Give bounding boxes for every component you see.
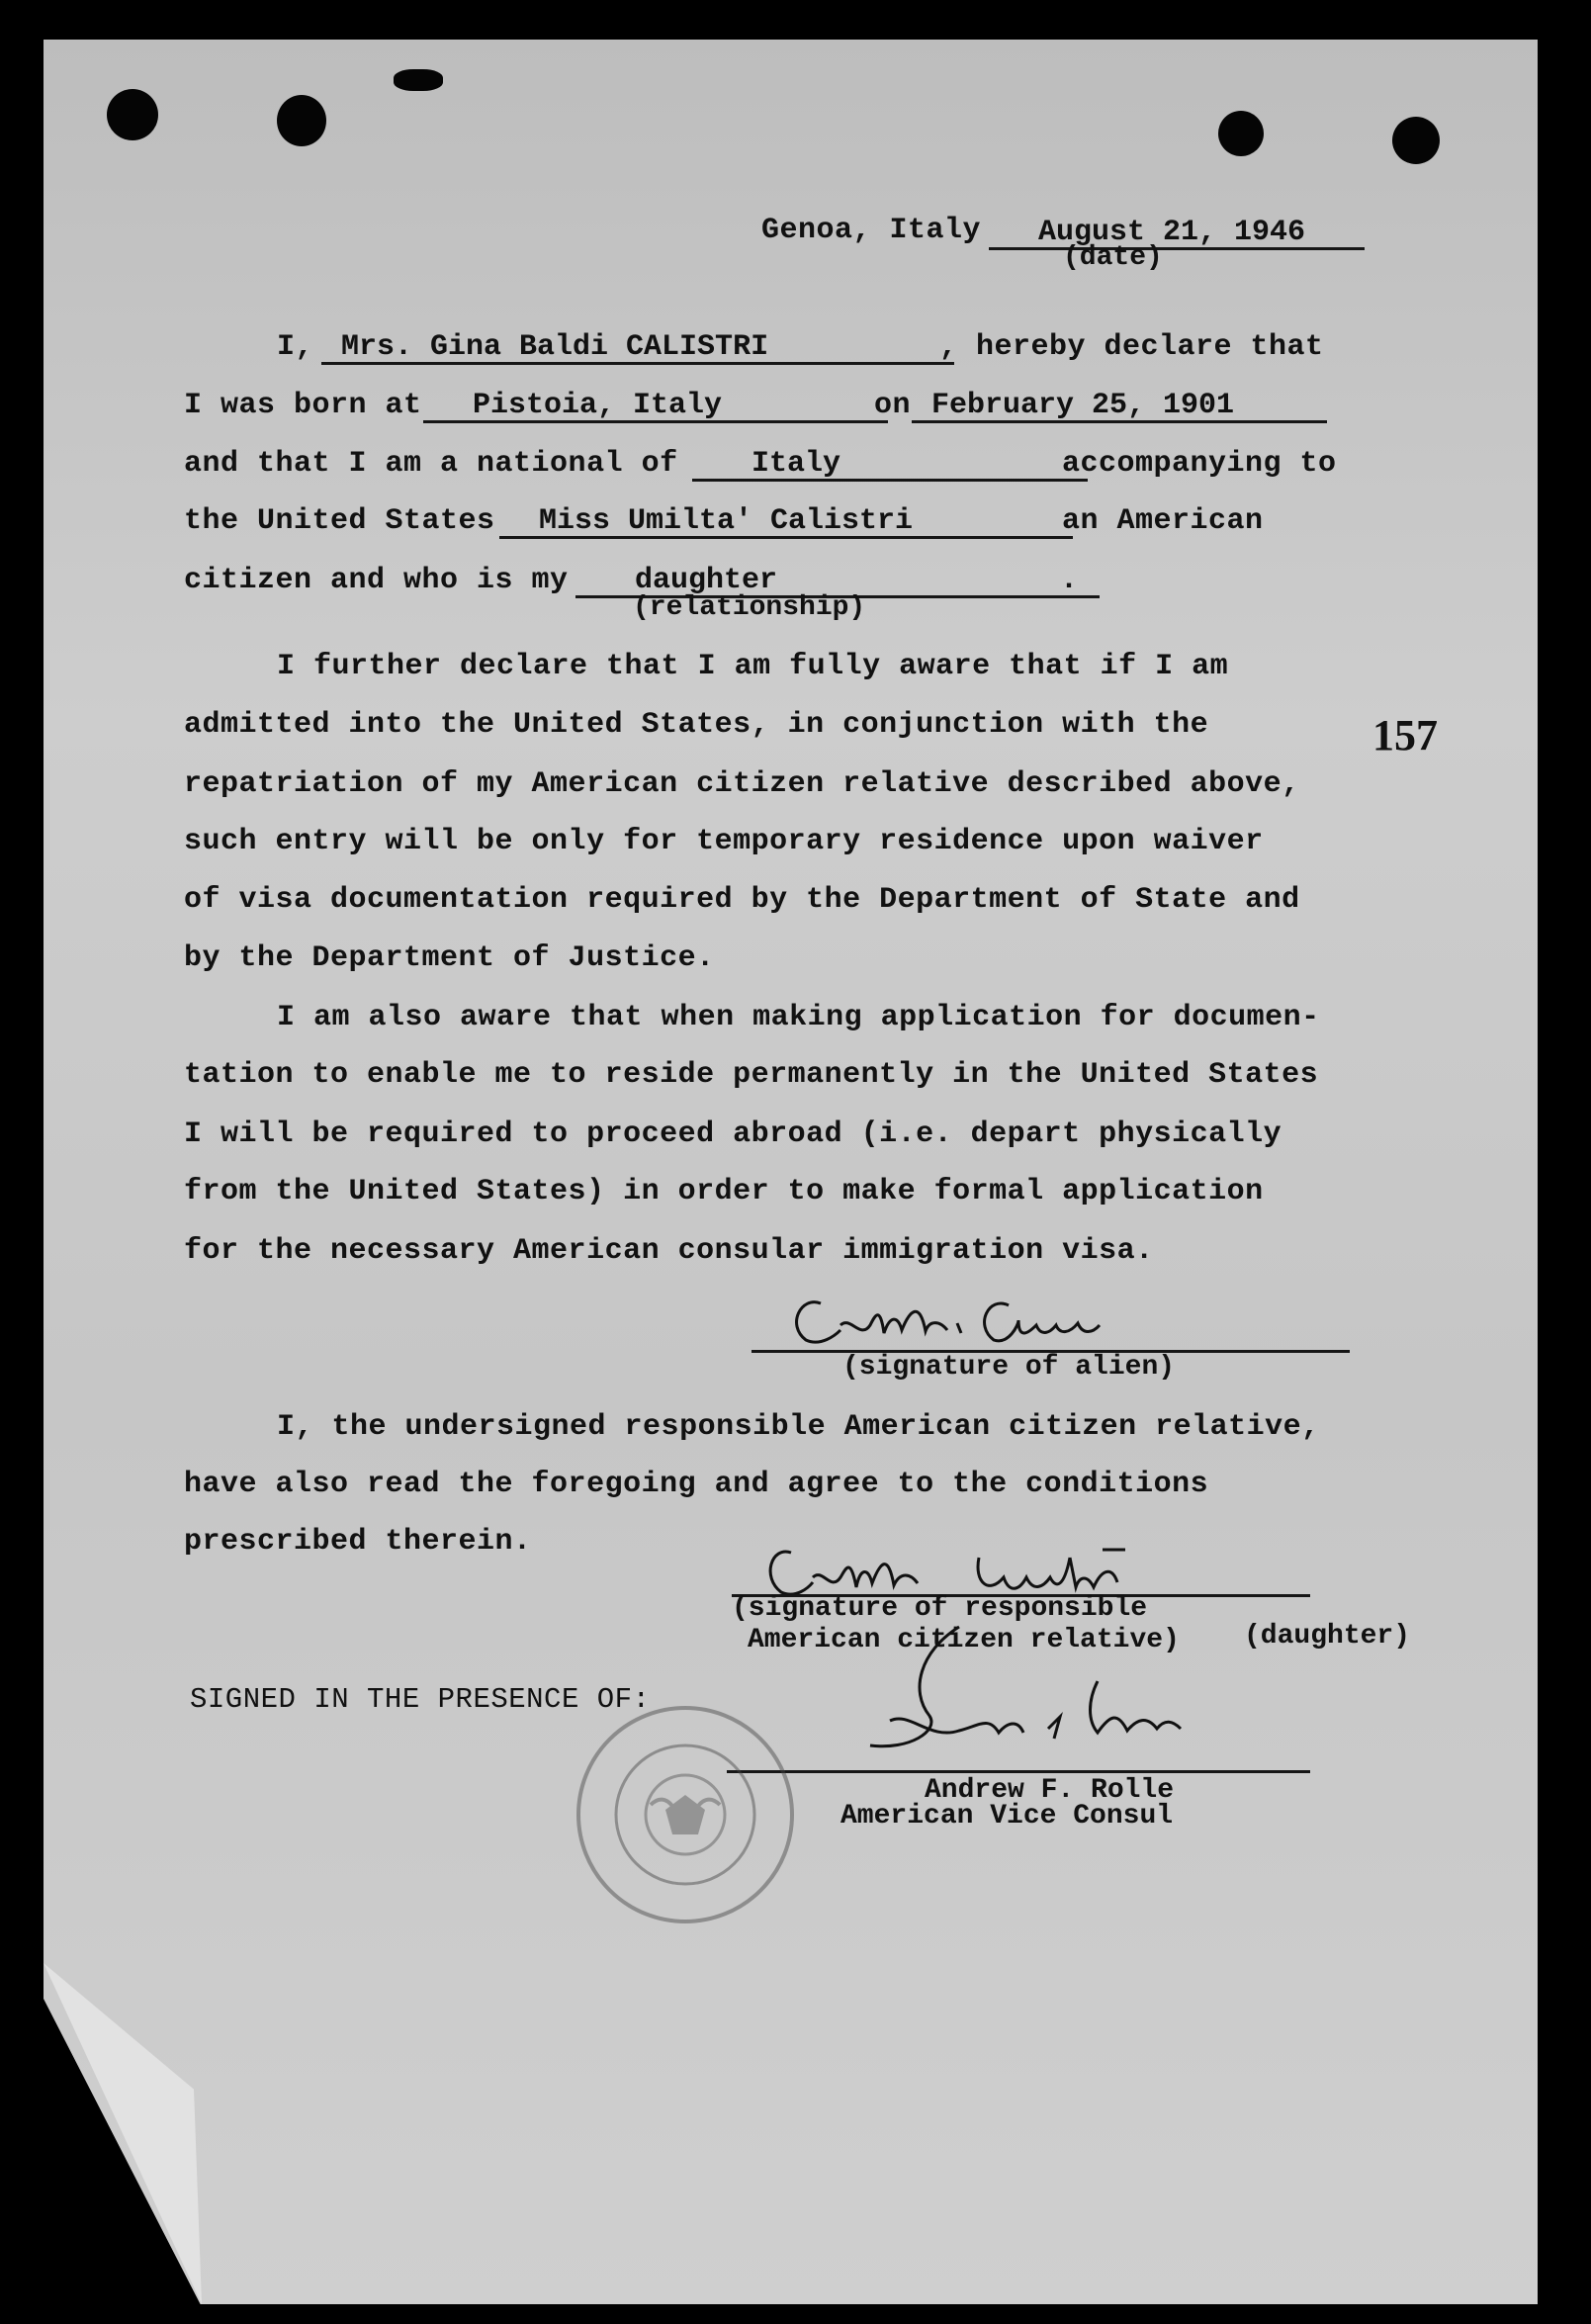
paragraph-line: I, the undersigned responsible American citizen relative,	[277, 1410, 1320, 1444]
relative-name-field: Miss Umilta' Calistri	[499, 504, 1073, 539]
line4-suffix: an American	[1062, 504, 1264, 538]
paragraph-line: from the United States) in order to make formal application	[184, 1175, 1264, 1208]
paragraph-line: have also read the foregoing and agree to the conditions	[184, 1468, 1209, 1501]
paragraph-line: repatriation of my American citizen relative described above,	[184, 767, 1300, 801]
punch-hole	[394, 69, 443, 91]
date-field: August 21, 1946	[989, 216, 1365, 250]
punch-hole	[1218, 111, 1264, 156]
line5-prefix: citizen and who is my	[184, 564, 569, 597]
place-text: Genoa, Italy	[761, 214, 982, 247]
consul-signature-line	[727, 1770, 1310, 1773]
paragraph-line: for the necessary American consular immigration visa.	[184, 1234, 1154, 1268]
line3-prefix: and that I am a national of	[184, 447, 678, 481]
birthdate-field: February 25, 1901	[912, 389, 1327, 423]
birthplace-field: Pistoia, Italy	[423, 389, 888, 423]
nationality-field: Italy	[692, 447, 1088, 482]
line5-suffix: .	[1060, 564, 1079, 597]
page-number: 157	[1372, 711, 1438, 760]
line2-prefix: I was born at	[184, 389, 422, 422]
date-caption: (date)	[1063, 242, 1163, 273]
relative-signature-caption-1: (signature of responsible	[732, 1593, 1148, 1624]
consul-name: Andrew F. Rolle	[925, 1775, 1175, 1806]
paragraph-line: admitted into the United States, in conjunction with the	[184, 708, 1209, 742]
paragraph-line: I further declare that I am fully aware that if I am	[277, 650, 1229, 683]
punch-hole	[1392, 117, 1440, 164]
relative-relationship-note: (daughter)	[1244, 1621, 1411, 1652]
relative-signature-caption-2: American citizen relative)	[748, 1625, 1180, 1655]
line2-mid: on	[874, 389, 912, 422]
paragraph-line: such entry will be only for temporary residence upon waiver	[184, 825, 1264, 858]
paragraph-line: of visa documentation required by the Department of State and	[184, 883, 1300, 917]
line1-suffix: , hereby declare that	[939, 330, 1324, 364]
presence-label: SIGNED IN THE PRESENCE OF:	[190, 1683, 651, 1716]
paragraph-line: by the Department of Justice.	[184, 941, 715, 975]
alien-signature-caption: (signature of alien)	[842, 1352, 1176, 1383]
declarant-name-field: Mrs. Gina Baldi CALISTRI	[321, 330, 954, 365]
relationship-field: daughter	[575, 564, 1100, 598]
line4-prefix: the United States	[184, 504, 495, 538]
line1-prefix: I,	[277, 330, 314, 364]
consul-title: American Vice Consul	[840, 1801, 1174, 1832]
punch-hole	[277, 95, 326, 146]
line3-suffix: accompanying to	[1062, 447, 1337, 481]
paragraph-line: prescribed therein.	[184, 1525, 532, 1559]
paragraph-line: I will be required to proceed abroad (i.e. depart physically	[184, 1117, 1282, 1151]
paragraph-line: I am also aware that when making application for documen-	[277, 1001, 1320, 1034]
document-page	[44, 40, 1538, 2304]
consul-signature	[850, 1622, 1206, 1770]
consulate-seal	[572, 1701, 799, 1928]
paragraph-line: tation to enable me to reside permanently in the United States	[184, 1058, 1319, 1092]
punch-hole	[107, 89, 158, 140]
relationship-caption: (relationship)	[633, 592, 866, 623]
